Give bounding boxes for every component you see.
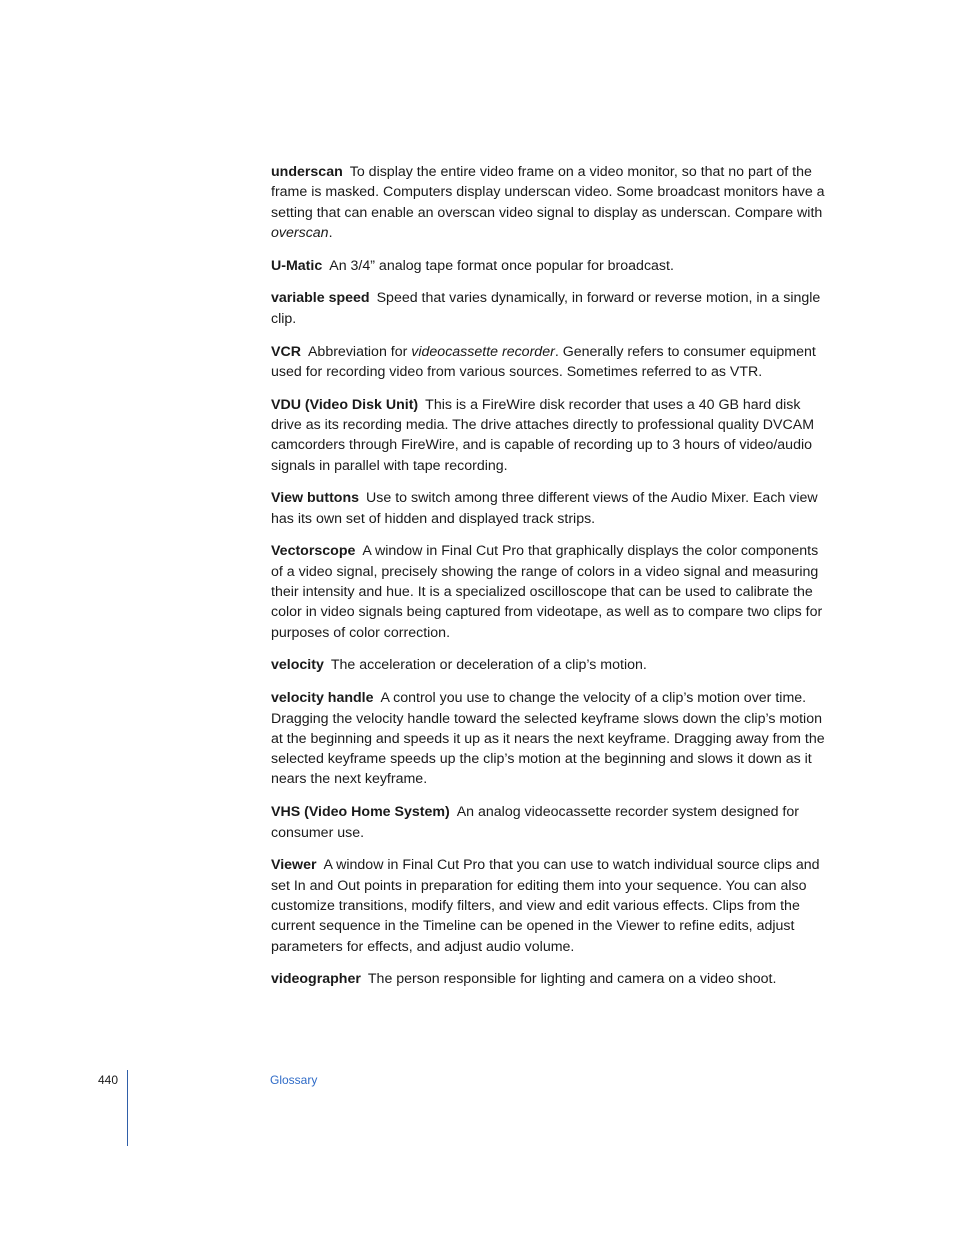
footer-divider bbox=[127, 1070, 128, 1146]
glossary-term: Viewer bbox=[271, 857, 317, 874]
definition-text: A window in Final Cut Pro that graphically displays the color components of a video signal, precisely showing the range of colors in a video signal and measuring their intensity and hue. It is a specialized oscilloscope that can be used to calibrate the color in video signals being captured from videotape, as well as to compare two clips for purposes of color correction. bbox=[271, 543, 823, 641]
definition-text: An analog videocassette recorder system designed for consumer use. bbox=[271, 804, 799, 841]
definition-text: An 3/4” analog tape format once popular for broadcast. bbox=[329, 257, 674, 274]
glossary-entry bbox=[271, 395, 827, 476]
glossary-definition bbox=[271, 164, 825, 241]
glossary-definition bbox=[271, 344, 816, 380]
footer-section-link[interactable]: Glossary bbox=[270, 1073, 318, 1087]
glossary-term: View buttons bbox=[271, 490, 360, 507]
glossary-entry bbox=[271, 288, 827, 329]
glossary-term: VDU (Video Disk Unit) bbox=[271, 396, 419, 413]
definition-text: The acceleration or deceleration of a clip’s motion. bbox=[330, 657, 647, 674]
definition-text: A window in Final Cut Pro that you can use to watch individual source clips and set In and Out points in preparation for editing them into your sequence. You can also customize transitions, modify filters, and view and edit various effects. Clips from the current sequence in the Timeline can be opened in the Viewer to refine edits, adjust parameters for effects, and adjust audio volume. bbox=[271, 857, 820, 955]
glossary-term: VCR bbox=[271, 343, 301, 360]
glossary-entry bbox=[271, 342, 827, 383]
glossary-entry bbox=[271, 969, 827, 989]
glossary-definition bbox=[331, 657, 647, 673]
glossary-entry bbox=[271, 541, 827, 642]
glossary-term: velocity bbox=[271, 657, 324, 674]
glossary-entry bbox=[271, 655, 827, 675]
glossary-term: U-Matic bbox=[271, 257, 323, 274]
glossary-definition bbox=[368, 971, 777, 987]
definition-text: . bbox=[328, 224, 333, 241]
glossary-entry bbox=[271, 162, 827, 243]
definition-italic-term: overscan bbox=[271, 224, 329, 241]
glossary-term: underscan bbox=[271, 164, 343, 180]
glossary-entry bbox=[271, 855, 827, 956]
page-number: 440 bbox=[98, 1073, 119, 1087]
definition-text: Use to switch among three different views of the Audio Mixer. Each view has its own set of hidden and displayed track strips. bbox=[271, 490, 818, 527]
definition-text: The person responsible for lighting and camera on a video shoot. bbox=[367, 971, 777, 988]
definition-text: A control you use to change the velocity of a clip’s motion over time. Dragging the velocity handle toward the selected keyframe slows down the clip’s motion at the beginning and speeds it up as it nears the next keyframe. Dragging away from the selected keyframe speeds up the clip’s motion at the beginning and slows it down as it nears the next keyframe. bbox=[271, 690, 825, 788]
definition-text: Abbreviation for bbox=[307, 343, 412, 360]
definition-italic-term: videocassette recorder bbox=[411, 343, 555, 360]
definition-text: . Generally refers to consumer equipment used for recording video from various sources. Sometimes referred to as VTR. bbox=[271, 343, 816, 380]
definition-text: Speed that varies dynamically, in forward or reverse motion, in a single clip. bbox=[271, 290, 821, 327]
glossary-entry bbox=[271, 256, 827, 276]
glossary-entry bbox=[271, 688, 827, 789]
glossary-term: Vectorscope bbox=[271, 543, 356, 560]
glossary-entries bbox=[271, 162, 827, 1002]
definition-text: To display the entire video frame on a video monitor, so that no part of the frame is masked. Computers display underscan video. Some broadcast monitors have a setting that can enable an overscan video signal to display as underscan. Compare with bbox=[271, 164, 825, 221]
glossary-term: velocity handle bbox=[271, 690, 374, 707]
glossary-definition bbox=[329, 258, 674, 274]
glossary-term: variable speed bbox=[271, 290, 370, 307]
glossary-definition bbox=[271, 857, 820, 954]
glossary-entry bbox=[271, 488, 827, 529]
glossary-term: videographer bbox=[271, 971, 361, 988]
glossary-term: VHS (Video Home System) bbox=[271, 804, 450, 821]
glossary-entry bbox=[271, 802, 827, 843]
definition-text: This is a FireWire disk recorder that uses a 40 GB hard disk drive as its recording media. The drive attaches directly to professional quality DVCAM camcorders through FireWire, and is capable of recording up to 3 hours of video/audio signals in parallel with tape recording. bbox=[271, 396, 815, 474]
